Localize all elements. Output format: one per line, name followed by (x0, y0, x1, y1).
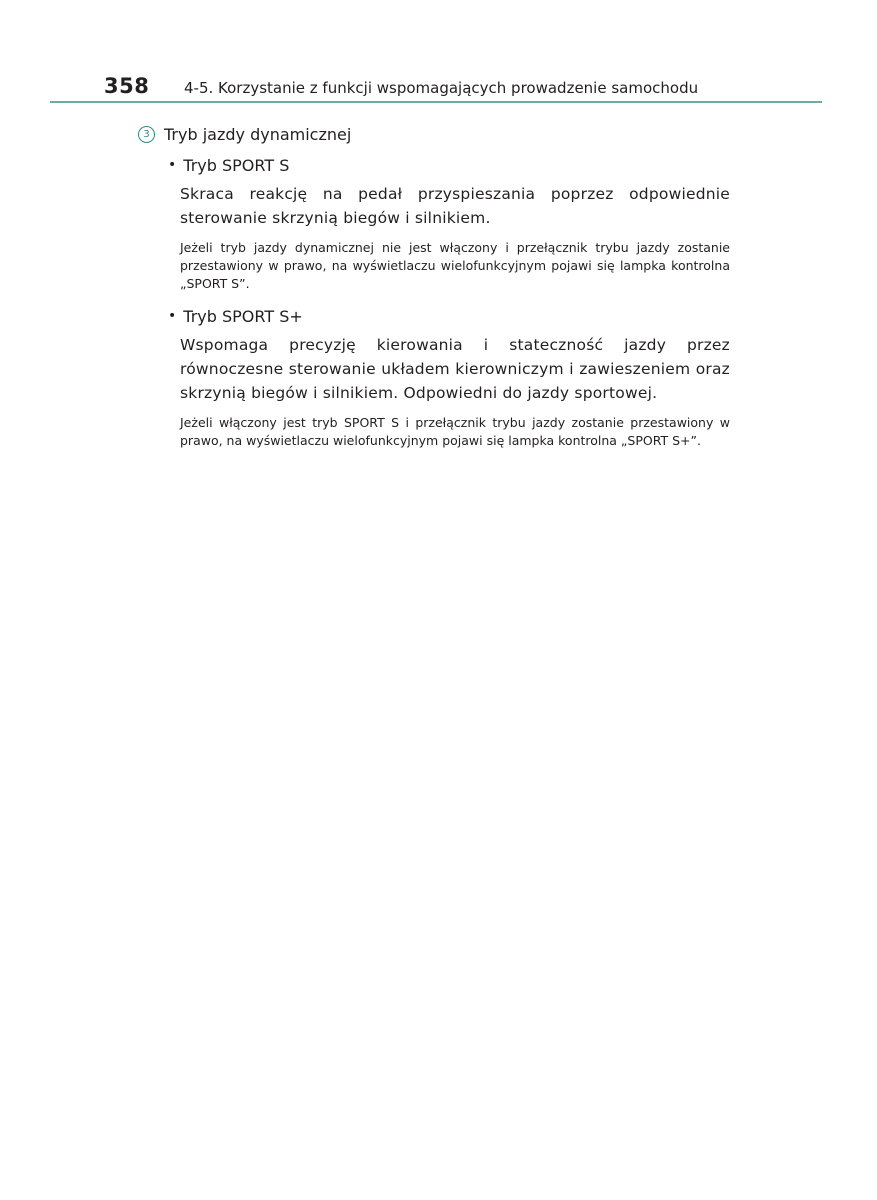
circled-number-icon: 3 (138, 126, 155, 143)
item-note: Jeżeli włączony jest tryb SPORT S i przełącznik trybu jazdy zostanie przestawiony w prawo, na wyświetlaczu wielofunkcyjnym pojawi się lampka kontrolna „SPORT S+”. (180, 415, 730, 448)
list-item (138, 303, 738, 450)
bullet-icon: • (168, 308, 177, 324)
item-description: Wspomaga precyzję kierowania i stateczność jazdy przez równoczesne sterowanie układem kierowniczym i zawieszeniem oraz skrzynią biegów i silnikiem. Odpowiedni do jazdy sportowej. (180, 336, 730, 402)
mode-title: Tryb jazdy dynamicznej (164, 124, 352, 144)
bullet-heading (168, 303, 738, 329)
page-content (138, 120, 738, 450)
list-item (138, 152, 738, 293)
item-description: Skraca reakcję na pedał przyspieszania poprzez odpowiednie sterowanie skrzynią biegów i silnikiem. (180, 185, 730, 227)
bullet-title: Tryb SPORT S (183, 155, 290, 175)
mode-heading (138, 120, 738, 148)
page-header (104, 70, 724, 104)
item-note: Jeżeli tryb jazdy dynamicznej nie jest włączony i przełącznik trybu jazdy zostanie przestawiony w prawo, na wyświetlaczu wielofunkcyjnym pojawi się lampka kontrolna „SPORT S”. (180, 240, 730, 291)
section-title: 4-5. Korzystanie z funkcji wspomagających prowadzenie samochodu (184, 79, 699, 97)
bullet-title: Tryb SPORT S+ (183, 306, 303, 326)
header-divider (50, 101, 822, 103)
bullet-icon: • (168, 157, 177, 173)
bullet-heading (168, 152, 738, 178)
page-number: 358 (104, 74, 150, 98)
